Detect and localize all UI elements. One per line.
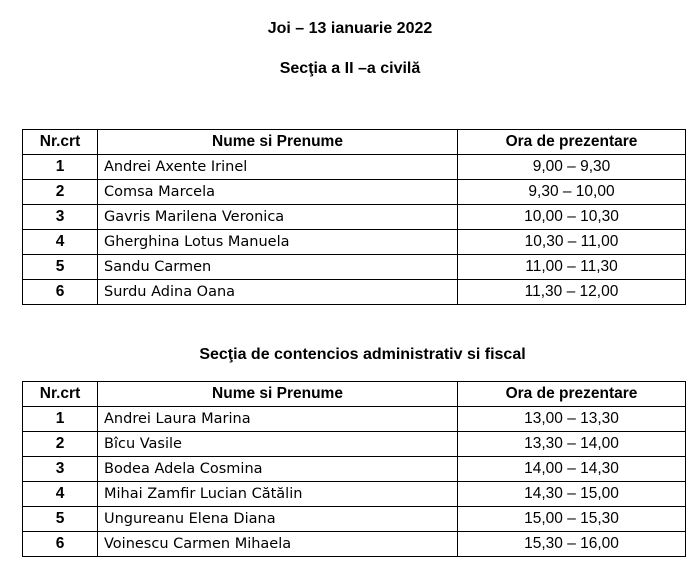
table-row [23, 280, 686, 305]
table-header-row [23, 130, 686, 155]
time-slot: 10,30 – 11,00 [458, 230, 686, 255]
table-row [23, 205, 686, 230]
row-number: 2 [23, 432, 98, 457]
table-row [23, 482, 686, 507]
person-name: Comsa Marcela [98, 180, 458, 205]
time-slot: 15,00 – 15,30 [458, 507, 686, 532]
row-number: 2 [23, 180, 98, 205]
person-name: Gherghina Lotus Manuela [98, 230, 458, 255]
table-row [23, 507, 686, 532]
person-name: Surdu Adina Oana [98, 280, 458, 305]
person-name: Andrei Laura Marina [98, 407, 458, 432]
row-number: 4 [23, 230, 98, 255]
schedule-table-civil [22, 129, 686, 305]
person-name: Voinescu Carmen Mihaela [98, 532, 458, 557]
row-number: 1 [23, 407, 98, 432]
person-name: Sandu Carmen [98, 255, 458, 280]
person-name: Bîcu Vasile [98, 432, 458, 457]
row-number: 5 [23, 255, 98, 280]
person-name: Andrei Axente Irinel [98, 155, 458, 180]
column-header-name: Nume si Prenume [98, 382, 458, 407]
person-name: Bodea Adela Cosmina [98, 457, 458, 482]
column-header-nr: Nr.crt [23, 382, 98, 407]
time-slot: 11,30 – 12,00 [458, 280, 686, 305]
column-header-time: Ora de prezentare [458, 382, 686, 407]
table-row [23, 407, 686, 432]
time-slot: 9,30 – 10,00 [458, 180, 686, 205]
time-slot: 13,30 – 14,00 [458, 432, 686, 457]
table-row [23, 457, 686, 482]
table-row [23, 155, 686, 180]
column-header-nr: Nr.crt [23, 130, 98, 155]
row-number: 5 [23, 507, 98, 532]
table-row [23, 432, 686, 457]
table-row [23, 255, 686, 280]
row-number: 6 [23, 280, 98, 305]
person-name: Ungureanu Elena Diana [98, 507, 458, 532]
table-row [23, 532, 686, 557]
row-number: 3 [23, 457, 98, 482]
table-row [23, 230, 686, 255]
row-number: 4 [23, 482, 98, 507]
time-slot: 11,00 – 11,30 [458, 255, 686, 280]
section-title-civil: Secţia a II –a civilă [279, 60, 421, 77]
person-name: Mihai Zamfir Lucian Cătălin [98, 482, 458, 507]
time-slot: 15,30 – 16,00 [458, 532, 686, 557]
time-slot: 9,00 – 9,30 [458, 155, 686, 180]
table-header-row [23, 382, 686, 407]
time-slot: 13,00 – 13,30 [458, 407, 686, 432]
section-title-administrative: Secţia de contencios administrativ si fiscal [199, 346, 526, 363]
column-header-name: Nume si Prenume [98, 130, 458, 155]
time-slot: 10,00 – 10,30 [458, 205, 686, 230]
person-name: Gavris Marilena Veronica [98, 205, 458, 230]
row-number: 6 [23, 532, 98, 557]
time-slot: 14,00 – 14,30 [458, 457, 686, 482]
row-number: 1 [23, 155, 98, 180]
table-row [23, 180, 686, 205]
row-number: 3 [23, 205, 98, 230]
schedule-table-administrative [22, 381, 686, 557]
document-date: Joi – 13 ianuarie 2022 [267, 20, 433, 37]
time-slot: 14,30 – 15,00 [458, 482, 686, 507]
column-header-time: Ora de prezentare [458, 130, 686, 155]
